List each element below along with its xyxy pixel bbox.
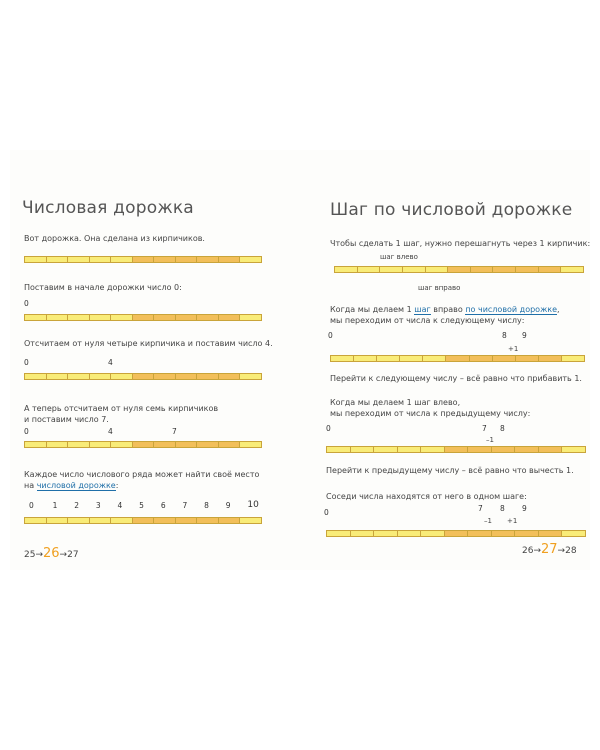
left-track4-label-4: 4: [108, 427, 113, 436]
right-paragraph-3: Перейти к следующему числу – всё равно что прибавить 1.: [330, 374, 582, 383]
left-page-title: Числовая дорожка: [22, 198, 194, 218]
right-track3-label-7: 7: [482, 424, 487, 433]
number-row-label-1: 1: [52, 501, 58, 510]
number-row-label-8: 8: [204, 501, 209, 510]
right-track2-label-0: 0: [328, 331, 333, 340]
right-paragraph-6: Соседи числа находятся от него в одном шаге:: [326, 492, 527, 501]
right-page-number: 26→27→28: [522, 542, 577, 557]
left-track-5: [24, 517, 262, 524]
number-row-label-7: 7: [182, 501, 188, 510]
number-row-label-6: 6: [160, 501, 166, 510]
right-track4-label-8: 8: [500, 504, 505, 513]
right-page-title: Шаг по числовой дорожке: [330, 200, 573, 220]
number-row-label-0: 0: [29, 501, 34, 510]
minus-one-label-2: –1: [484, 517, 492, 525]
right-paragraph-2b: мы переходим от числа к следующему числу:: [330, 316, 525, 325]
number-row-label-5: 5: [139, 501, 144, 510]
right-track-1: [334, 266, 584, 273]
left-paragraph-1: Вот дорожка. Она сделана из кирпичиков.: [24, 234, 205, 243]
plus-one-label: +1: [508, 345, 519, 353]
along-track-link[interactable]: по числовой дорожке: [465, 305, 558, 314]
left-track-4: [24, 441, 262, 448]
right-paragraph-1: Чтобы сделать 1 шаг, нужно перешагнуть через 1 кирпичик:: [330, 239, 591, 248]
left-track-2: [24, 314, 262, 321]
plus-one-label-2: +1: [507, 517, 518, 525]
left-track4-label-0: 0: [24, 427, 29, 436]
left-page-number: 25→26→27: [24, 546, 79, 561]
right-track2-label-9: 9: [522, 331, 527, 340]
right-track-3: [326, 446, 586, 453]
left-paragraph-3: Отсчитаем от нуля четыре кирпичика и поставим число 4.: [24, 339, 273, 348]
left-paragraph-5b: на числовой дорожке:: [24, 481, 119, 490]
left-track-1: [24, 256, 262, 263]
right-track4-label-7: 7: [478, 504, 483, 513]
number-row-label-9: 9: [225, 501, 231, 510]
step-left-label: шаг влево: [380, 253, 418, 261]
right-track2-label-8: 8: [502, 331, 507, 340]
right-track3-label-8: 8: [500, 424, 505, 433]
left-track4-label-7: 7: [172, 427, 177, 436]
right-track-2: [330, 355, 585, 362]
right-paragraph-4a: Когда мы делаем 1 шаг влево,: [330, 398, 461, 407]
number-row-label-10: 10: [247, 500, 259, 510]
step-right-label: шаг вправо: [418, 284, 461, 292]
step-link[interactable]: шаг: [414, 305, 431, 314]
number-track-link[interactable]: числовой дорожке: [36, 481, 116, 490]
left-paragraph-4b: и поставим число 7.: [24, 415, 109, 424]
left-track3-label-0: 0: [24, 358, 29, 367]
right-track4-label-9: 9: [522, 504, 527, 513]
number-row-label-4: 4: [117, 501, 123, 510]
right-track4-label-0: 0: [324, 508, 329, 517]
left-track3-label-4: 4: [108, 358, 113, 367]
left-paragraph-2: Поставим в начале дорожки число 0:: [24, 283, 182, 292]
left-track-3: [24, 373, 262, 380]
right-track3-label-0: 0: [326, 424, 331, 433]
right-paragraph-2a: Когда мы делаем 1 шаг вправо по числовой дорожке,: [330, 305, 560, 314]
right-track-4: [326, 530, 586, 537]
minus-one-label: –1: [486, 436, 494, 444]
left-track2-label-0: 0: [24, 299, 29, 308]
left-paragraph-5a: Каждое число числового ряда может найти своё место: [24, 470, 260, 479]
number-row-label-2: 2: [74, 501, 80, 510]
right-paragraph-5: Перейти к предыдущему числу – всё равно что вычесть 1.: [326, 466, 574, 475]
right-paragraph-4b: мы переходим от числа к предыдущему числу:: [330, 409, 531, 418]
number-row-label-3: 3: [95, 501, 101, 510]
left-paragraph-4a: А теперь отсчитаем от нуля семь кирпичиков: [24, 404, 219, 413]
